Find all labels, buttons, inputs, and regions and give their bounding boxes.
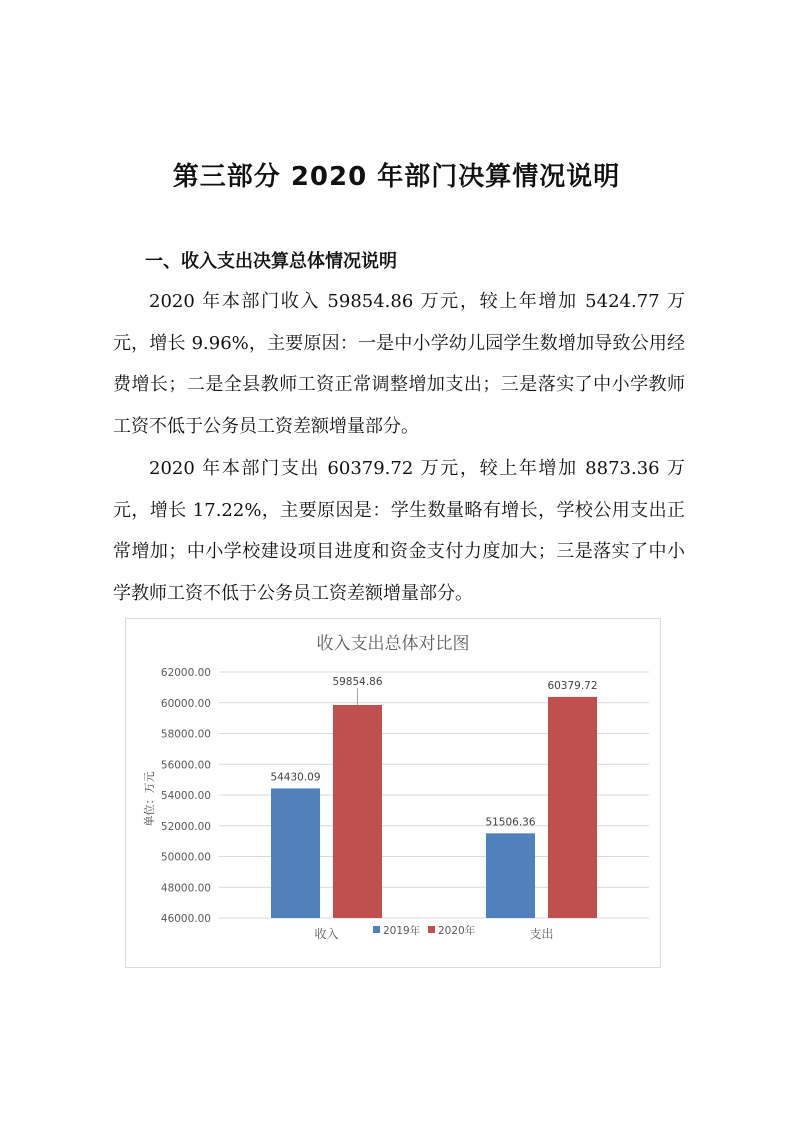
y-tick-label: 52000.00 [160,820,211,833]
y-tick-label: 54000.00 [160,790,211,802]
bar-2019年-支出 [486,833,535,918]
income-expenditure-chart [125,618,661,968]
chart-title: 收入支出总体对比图 [316,634,470,654]
x-tick-label: 收入 [314,927,339,941]
y-axis-label: 单位：万元 [143,771,156,827]
legend-label: 2020年 [438,925,476,937]
legend-swatch [373,926,380,933]
data-label: 59854.86 [332,675,383,688]
x-tick-label: 支出 [529,927,554,941]
data-label: 60379.72 [547,679,598,692]
y-tick-label: 60000.00 [160,697,211,710]
y-tick-label: 62000.00 [160,667,211,679]
paragraph-income: 2020 年本部门收入 59854.86 万元，较上年增加 5424.77 万元，增长 9.96%，主要原因：一是中小学幼儿园学生数增加导致公用经费增长；二是全县教师工资正常调整增加支出；三是落实了中小学教师工资不低于公务员工资差额增量部分。 [113,291,685,437]
legend-swatch [428,926,435,933]
y-tick-label: 58000.00 [160,728,211,741]
paragraph-expenditure: 2020 年本部门支出 60379.72 万元，较上年增加 8873.36 万元，增长 17.22%，主要原因是：学生数量略有增长，学校公用支出正常增加；中小学校建设项目进度和资金支付力度加大；三是落实了中小学教师工资不低于公务员工资差额增量部分。 [113,458,685,604]
y-tick-label: 48000.00 [160,882,211,895]
y-tick-label: 56000.00 [160,759,211,772]
data-label: 54430.09 [270,771,321,784]
data-label: 51506.36 [485,816,536,829]
legend-label: 2019年 [383,925,421,937]
y-tick-label: 46000.00 [160,913,211,925]
y-tick-label: 50000.00 [160,851,211,864]
bar-2019年-收入 [271,788,320,918]
page-title: 第三部分 2020 年部门决算情况说明 [172,162,621,192]
bar-2020年-支出 [548,697,597,918]
bar-2020年-收入 [333,705,382,918]
section-heading: 一、收入支出决算总体情况说明 [145,251,397,272]
